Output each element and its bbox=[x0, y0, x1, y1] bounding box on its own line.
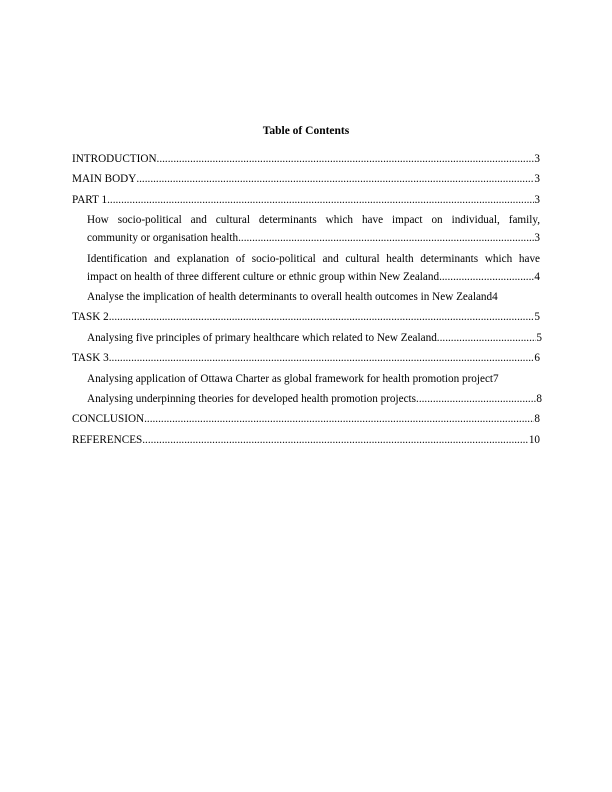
toc-page-number: 4 bbox=[534, 270, 540, 283]
toc-entry-task-2[interactable] bbox=[72, 308, 540, 326]
dot-leader bbox=[144, 410, 534, 428]
toc-page-number: 5 bbox=[536, 331, 542, 344]
toc-entry-main-body[interactable] bbox=[72, 170, 540, 188]
toc-page-number: 7 bbox=[493, 372, 499, 385]
toc-page-number: 8 bbox=[536, 392, 542, 405]
toc-entry-task-3[interactable] bbox=[72, 349, 540, 367]
toc-page-number: 4 bbox=[492, 290, 498, 303]
toc-entry-lead-text: How socio-political and cultural determinants which have impact on individual, family, bbox=[87, 214, 540, 227]
toc-entry-references[interactable] bbox=[72, 431, 540, 449]
dot-leader bbox=[109, 349, 535, 367]
dot-leader bbox=[437, 329, 537, 347]
dot-leader bbox=[238, 229, 534, 247]
dot-leader bbox=[109, 308, 535, 326]
toc-entry-label: Analysing five principles of primary healthcare which related to New Zealand bbox=[87, 331, 437, 344]
toc-entry-label: TASK 2 bbox=[72, 311, 109, 324]
toc-entry-analyse-implication[interactable] bbox=[72, 288, 540, 306]
toc-page-number: 5 bbox=[534, 311, 540, 324]
toc-entry-label: CONCLUSION bbox=[72, 413, 145, 426]
toc-title: Table of Contents bbox=[262, 125, 350, 137]
toc-page-number: 10 bbox=[528, 433, 540, 446]
toc-entry-underpinning-theories[interactable] bbox=[72, 390, 540, 408]
toc-entry-label: TASK 3 bbox=[72, 352, 109, 365]
toc-page-number: 3 bbox=[534, 173, 540, 186]
dot-leader bbox=[142, 431, 529, 449]
dot-leader bbox=[136, 170, 534, 188]
toc-entry-label: INTRODUCTION bbox=[72, 153, 157, 165]
table-of-contents bbox=[72, 150, 540, 451]
toc-entry-conclusion[interactable] bbox=[72, 410, 540, 428]
toc-entry-label: community or organisation health bbox=[87, 232, 239, 245]
toc-page-number: 6 bbox=[534, 352, 540, 365]
toc-entry-part-1[interactable] bbox=[72, 191, 540, 209]
dot-leader bbox=[439, 268, 534, 286]
toc-page-number: 3 bbox=[534, 193, 540, 206]
toc-page-number: 8 bbox=[534, 413, 540, 426]
toc-entry-introduction[interactable] bbox=[72, 150, 540, 168]
toc-entry-label: impact on health of three different culture or ethnic group within New Zealand bbox=[87, 270, 440, 283]
toc-entry-lead-text: Identification and explanation of socio-political and cultural health determinants which have bbox=[87, 252, 540, 265]
toc-entry-label: Analyse the implication of health determinants to overall health outcomes in New Zealand bbox=[87, 290, 493, 303]
dot-leader bbox=[157, 150, 535, 168]
toc-entry-ottawa-charter[interactable] bbox=[72, 370, 540, 388]
toc-page-number: 3 bbox=[534, 232, 540, 245]
dot-leader bbox=[416, 390, 536, 408]
toc-entry-socio-political-determinants[interactable] bbox=[72, 211, 540, 247]
toc-entry-label: PART 1 bbox=[72, 193, 108, 206]
toc-entry-label: REFERENCES bbox=[72, 433, 143, 446]
toc-entry-label: MAIN BODY bbox=[72, 173, 137, 186]
toc-entry-label: Analysing application of Ottawa Charter as global framework for health promotion project bbox=[87, 372, 494, 385]
dot-leader bbox=[107, 191, 534, 209]
toc-page-number: 3 bbox=[534, 153, 540, 165]
toc-entry-label: Analysing underpinning theories for developed health promotion projects bbox=[87, 392, 417, 405]
toc-entry-primary-healthcare[interactable] bbox=[72, 329, 540, 347]
toc-entry-identification-explanation[interactable] bbox=[72, 250, 540, 286]
